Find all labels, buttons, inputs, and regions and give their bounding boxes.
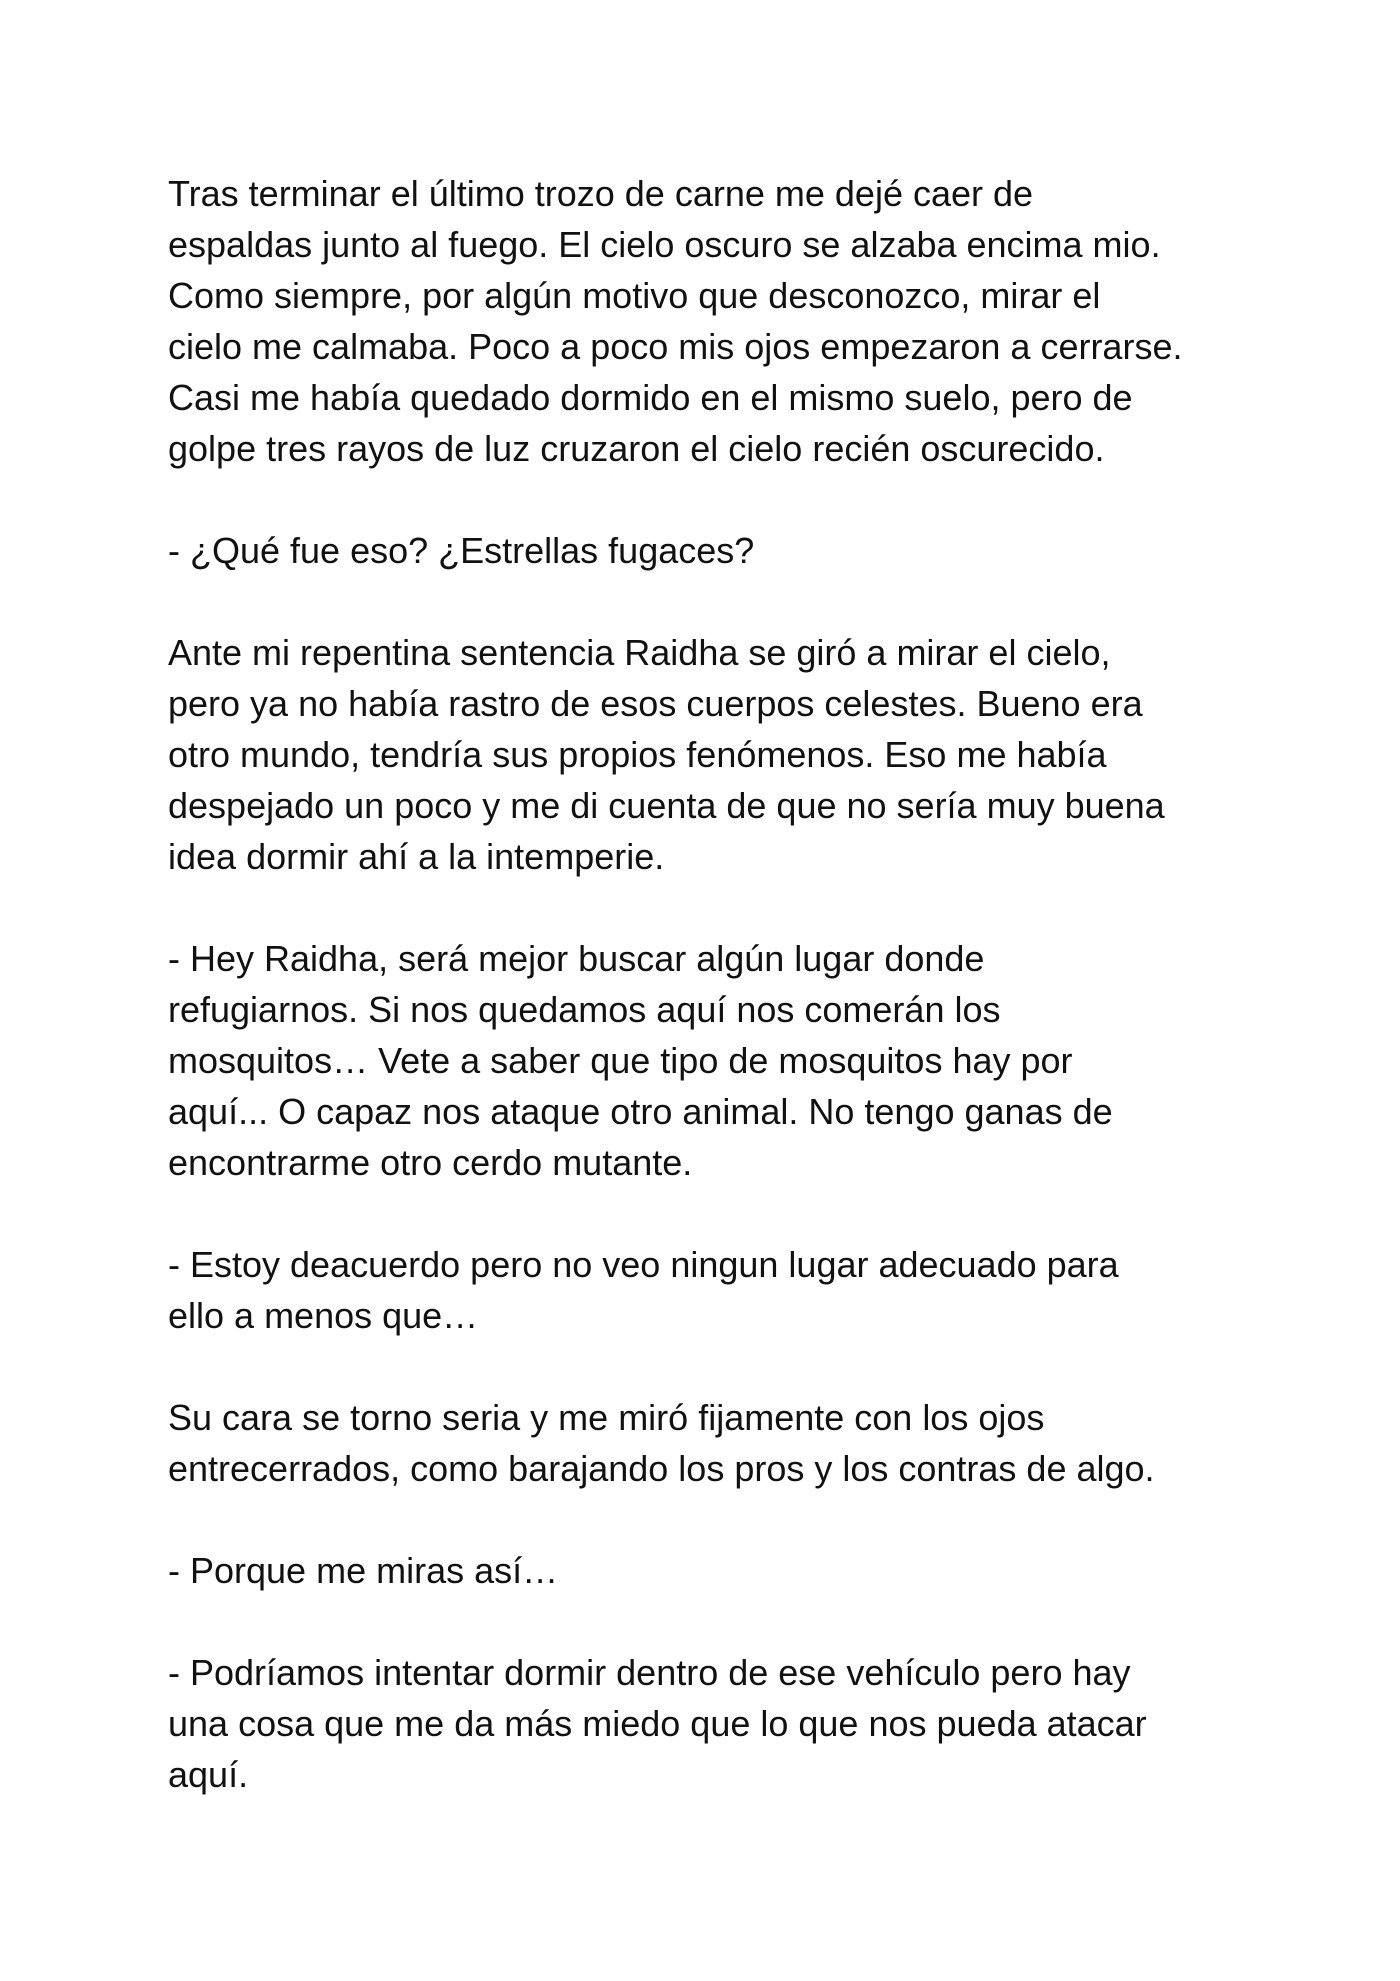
text-line: - Estoy deacuerdo pero no veo ningun lugar adecuado para xyxy=(168,1244,1119,1285)
text-line: una cosa que me da más miedo que lo que nos pueda atacar xyxy=(168,1703,1147,1744)
text-line: otro mundo, tendría sus propios fenómenos. Eso me había xyxy=(168,734,1107,775)
paragraph xyxy=(168,627,1248,882)
text-line: golpe tres rayos de luz cruzaron el cielo recién oscurecido. xyxy=(168,428,1105,469)
text-line: cielo me calmaba. Poco a poco mis ojos empezaron a cerrarse. xyxy=(168,326,1183,367)
dialogue-paragraph xyxy=(168,1647,1248,1800)
text-line: Ante mi repentina sentencia Raidha se giró a mirar el cielo, xyxy=(168,632,1111,673)
dialogue-paragraph xyxy=(168,1239,1248,1341)
text-line: ello a menos que… xyxy=(168,1295,479,1336)
text-line: Casi me había quedado dormido en el mismo suelo, pero de xyxy=(168,377,1133,418)
text-line: - Podríamos intentar dormir dentro de ese vehículo pero hay xyxy=(168,1652,1131,1693)
text-line: refugiarnos. Si nos quedamos aquí nos comerán los xyxy=(168,989,1001,1030)
dialogue-paragraph xyxy=(168,525,1248,576)
dialogue-paragraph xyxy=(168,933,1248,1188)
text-line: aquí. xyxy=(168,1754,249,1795)
text-line: entrecerrados, como barajando los pros y los contras de algo. xyxy=(168,1448,1155,1489)
text-line: encontrarme otro cerdo mutante. xyxy=(168,1142,693,1183)
paragraph xyxy=(168,168,1248,474)
text-line: Como siempre, por algún motivo que desconozco, mirar el xyxy=(168,275,1101,316)
text-line: aquí... O capaz nos ataque otro animal. No tengo ganas de xyxy=(168,1091,1113,1132)
paragraph xyxy=(168,1392,1248,1494)
document-body xyxy=(168,168,1248,1851)
text-line: idea dormir ahí a la intemperie. xyxy=(168,836,665,877)
text-line: - Hey Raidha, será mejor buscar algún lugar donde xyxy=(168,938,985,979)
text-line: espaldas junto al fuego. El cielo oscuro se alzaba encima mio. xyxy=(168,224,1161,265)
text-line: - ¿Qué fue eso? ¿Estrellas fugaces? xyxy=(168,530,755,571)
dialogue-paragraph xyxy=(168,1545,1248,1596)
text-line: mosquitos… Vete a saber que tipo de mosquitos hay por xyxy=(168,1040,1073,1081)
text-line: despejado un poco y me di cuenta de que no sería muy buena xyxy=(168,785,1165,826)
text-line: pero ya no había rastro de esos cuerpos celestes. Bueno era xyxy=(168,683,1143,724)
text-line: Tras terminar el último trozo de carne me dejé caer de xyxy=(168,173,1034,214)
text-line: Su cara se torno seria y me miró fijamente con los ojos xyxy=(168,1397,1045,1438)
text-line: - Porque me miras así… xyxy=(168,1550,559,1591)
